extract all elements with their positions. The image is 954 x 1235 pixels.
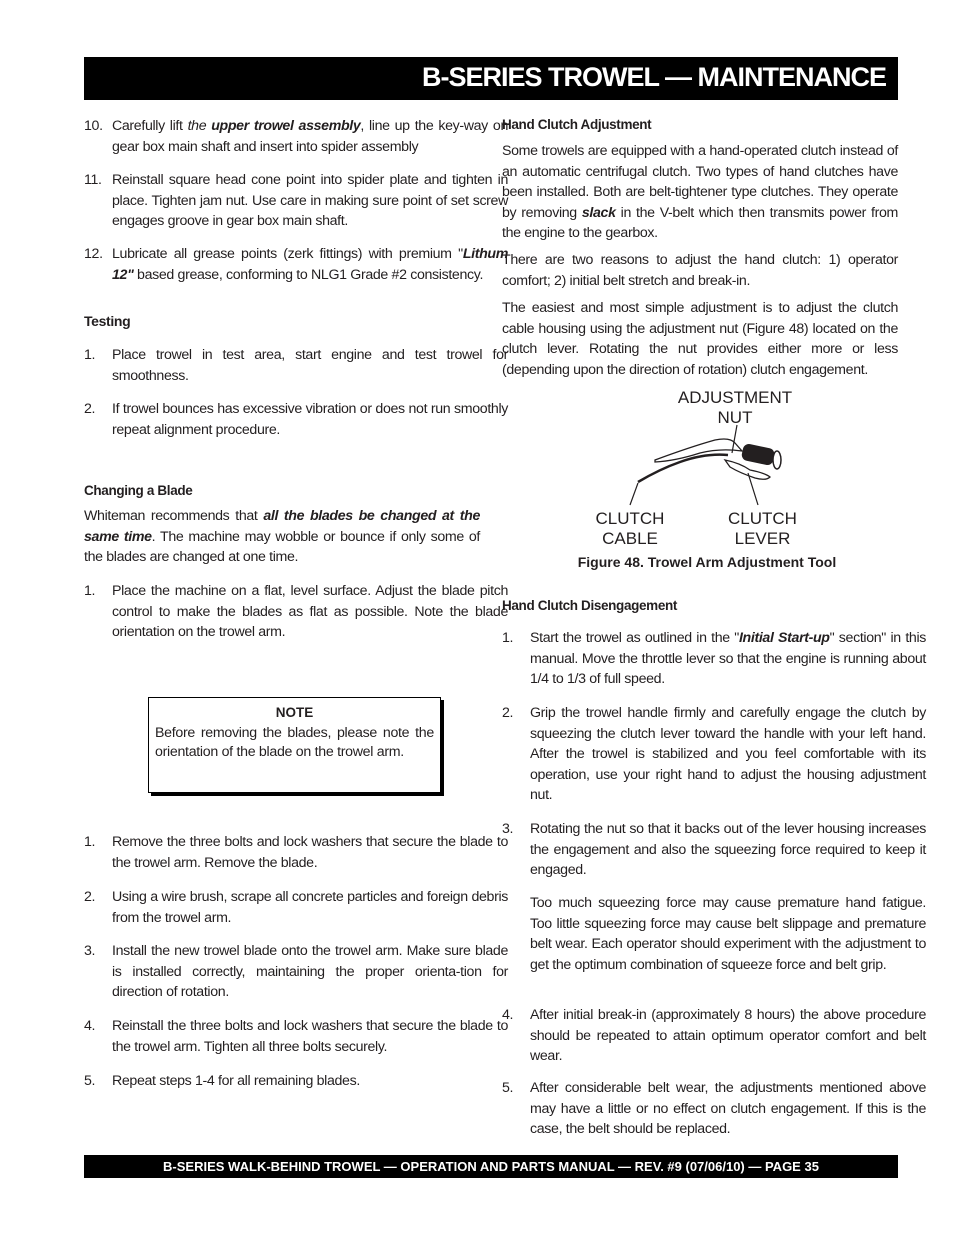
blade-step-5: [84, 1071, 508, 1092]
text: If trowel bounces has excessive vibration or does not run smoothly repeat alignment procedure.: [112, 401, 508, 438]
step-number: 3.: [502, 821, 514, 837]
step-number: 1.: [502, 630, 514, 646]
text: Carefully lift: [112, 118, 188, 134]
note-box: [148, 697, 441, 793]
text: , line up the key-way on gear box main shaft and insert into spider assembly: [112, 118, 508, 155]
step-number: 11.: [84, 172, 102, 188]
step-number: 3.: [84, 943, 96, 959]
disengagement-heading: Hand Clutch Disengagement: [502, 598, 678, 613]
label-adjustment-nut: ADJUSTMENT NUT: [677, 388, 793, 427]
step-number: 2.: [84, 889, 96, 905]
step-number: 10.: [84, 118, 103, 134]
step-number: 1.: [84, 834, 96, 850]
step-number: 2.: [502, 705, 514, 721]
testing-step-2: [84, 399, 508, 440]
text: " section" in this manual. Move the throttle lever so that the engine is running about 1/4 to 1/3 of full speed.: [530, 630, 926, 687]
dis-step-3-note: [502, 893, 926, 975]
step-number: 12.: [84, 246, 103, 262]
label-clutch-lever: CLUTCH LEVER: [728, 509, 797, 548]
text: Lubricate all grease points (zerk fittings) with premium ": [112, 246, 463, 262]
emphasis: Lithum 12": [112, 246, 508, 283]
page-title: B-SERIES TROWEL — MAINTENANCE: [421, 62, 886, 92]
adjustment-heading: Hand Clutch Adjustment: [502, 117, 652, 132]
text: Too much squeezing force may cause premature hand fatigue. Too little squeezing force may cause belt slippage and premature belt wear. Each operator should experiment with the adjustment to get the optimum combination of squeeze force and belt grip.: [530, 895, 926, 973]
text: Place the machine on a flat, level surface. Adjust the blade pitch control to make the blades as flat as possible. Note the blade orientation on the trowel arm.: [112, 583, 508, 640]
dis-step-4: [502, 1005, 926, 1067]
text: Reinstall the three bolts and lock washers that secure the blade to the trowel arm. Tighten all three bolts securely.: [112, 1018, 508, 1055]
step-11: [84, 170, 508, 232]
text: Place trowel in test area, start engine and test trowel for smoothness.: [112, 347, 508, 384]
blade-intro: [84, 506, 480, 568]
step-number: 2.: [84, 401, 96, 417]
text: Reinstall square head cone point into spider plate and tighten in place. Tighten jam nut. Use care in making sure point of set screw engages groove in gear box main shaft.: [112, 172, 508, 229]
adjustment-para-3: The easiest and most simple adjustment is to adjust the clutch cable housing using the adjustment nut (Figure 48) located on the clutch lever. Rotating the nut provides either more or less (depending upon the direction of rotation) clutch engagement.: [502, 300, 898, 378]
text: Grip the trowel handle firmly and carefully engage the clutch by squeezing the clutch lever toward the handle with your left hand. After the trowel is stabilized and you feel comfortable with its operation, use your right hand to adjust the housing adjustment nut.: [530, 705, 926, 803]
page-footer: B-SERIES WALK-BEHIND TROWEL — OPERATION AND PARTS MANUAL — REV. #9 (07/06/10) — PAGE 35: [84, 1155, 898, 1178]
emphasis: Initial Start-up: [738, 630, 830, 646]
text: Some trowels are equipped with a hand-operated clutch instead of an automatic centrifugal clutch. Two types of hand clutches have been installed. Both are belt-tightener type clutches. They operate by removing: [502, 143, 898, 221]
dis-step-5: [502, 1078, 926, 1140]
text: . The machine may wobble or bounce if only some of the blades are changed at one time.: [84, 528, 481, 565]
step-number: 4.: [502, 1007, 514, 1023]
note-title: NOTE: [275, 705, 314, 720]
testing-step-1: [84, 345, 508, 386]
step-12: [84, 244, 508, 285]
blade-step-4: [84, 1016, 508, 1057]
blade-prep-step: [84, 581, 508, 643]
emphasis: upper trowel assembly: [211, 118, 361, 134]
text: After initial break-in (approximately 8 hours) the above procedure should be repeated to attain optimum operator comfort and belt wear.: [530, 1007, 926, 1064]
note-body: Before removing the blades, please note the orientation of the blade on the trowel arm.: [155, 725, 434, 760]
text: Repeat steps 1-4 for all remaining blades.: [112, 1073, 360, 1089]
step-10: [84, 116, 508, 157]
text: in the V-belt which then transmits power from the engine to the gearbox.: [502, 204, 898, 241]
figure-caption: Figure 48. Trowel Arm Adjustment Tool: [577, 554, 837, 570]
step-number: 1.: [84, 347, 96, 363]
dis-step-2: [502, 703, 926, 806]
page-header: [84, 57, 898, 100]
text: Using a wire brush, scrape all concrete particles and foreign debris from the trowel arm.: [112, 889, 508, 926]
step-number: 1.: [84, 583, 96, 599]
step-number: 4.: [84, 1018, 96, 1034]
dis-step-3: [502, 819, 926, 881]
text: based grease, conforming to NLG1 Grade #2 consistency.: [133, 266, 484, 283]
emphasis: all the blades be changed at the same time: [84, 508, 480, 545]
text: the: [187, 118, 212, 134]
clutch-figure: [580, 385, 820, 550]
dis-step-1: [502, 628, 926, 690]
text: Whiteman recommends that: [84, 508, 264, 524]
blade-heading: Changing a Blade: [84, 483, 193, 498]
step-number: 5.: [502, 1080, 514, 1096]
step-number: 5.: [84, 1073, 96, 1089]
testing-heading: Testing: [84, 313, 131, 329]
blade-step-1: [84, 832, 508, 873]
blade-step-2: [84, 887, 508, 928]
text: Remove the three bolts and lock washers that secure the blade to the trowel arm. Remove the blade.: [112, 834, 508, 871]
label-clutch-cable: CLUTCH CABLE: [595, 509, 665, 548]
blade-step-3: [84, 941, 508, 1003]
text: Rotating the nut so that it backs out of the lever housing increases the engagement and also the squeezing force required to keep it engaged.: [530, 821, 926, 878]
text: After considerable belt wear, the adjustments mentioned above may have a little or no effect on clutch engagement. If this is the case, the belt should be replaced.: [530, 1080, 926, 1137]
text: Install the new trowel blade onto the trowel arm. Make sure blade is installed correctly, maintaining the proper orienta-tion for direction of rotation.: [112, 943, 508, 1000]
adjustment-para-1: [502, 141, 898, 244]
text: Start the trowel as outlined in the ": [530, 630, 739, 646]
emphasis: slack: [581, 204, 616, 221]
adjustment-para-2: There are two reasons to adjust the hand clutch: 1) operator comfort; 2) initial belt stretch and break-in.: [502, 252, 898, 289]
